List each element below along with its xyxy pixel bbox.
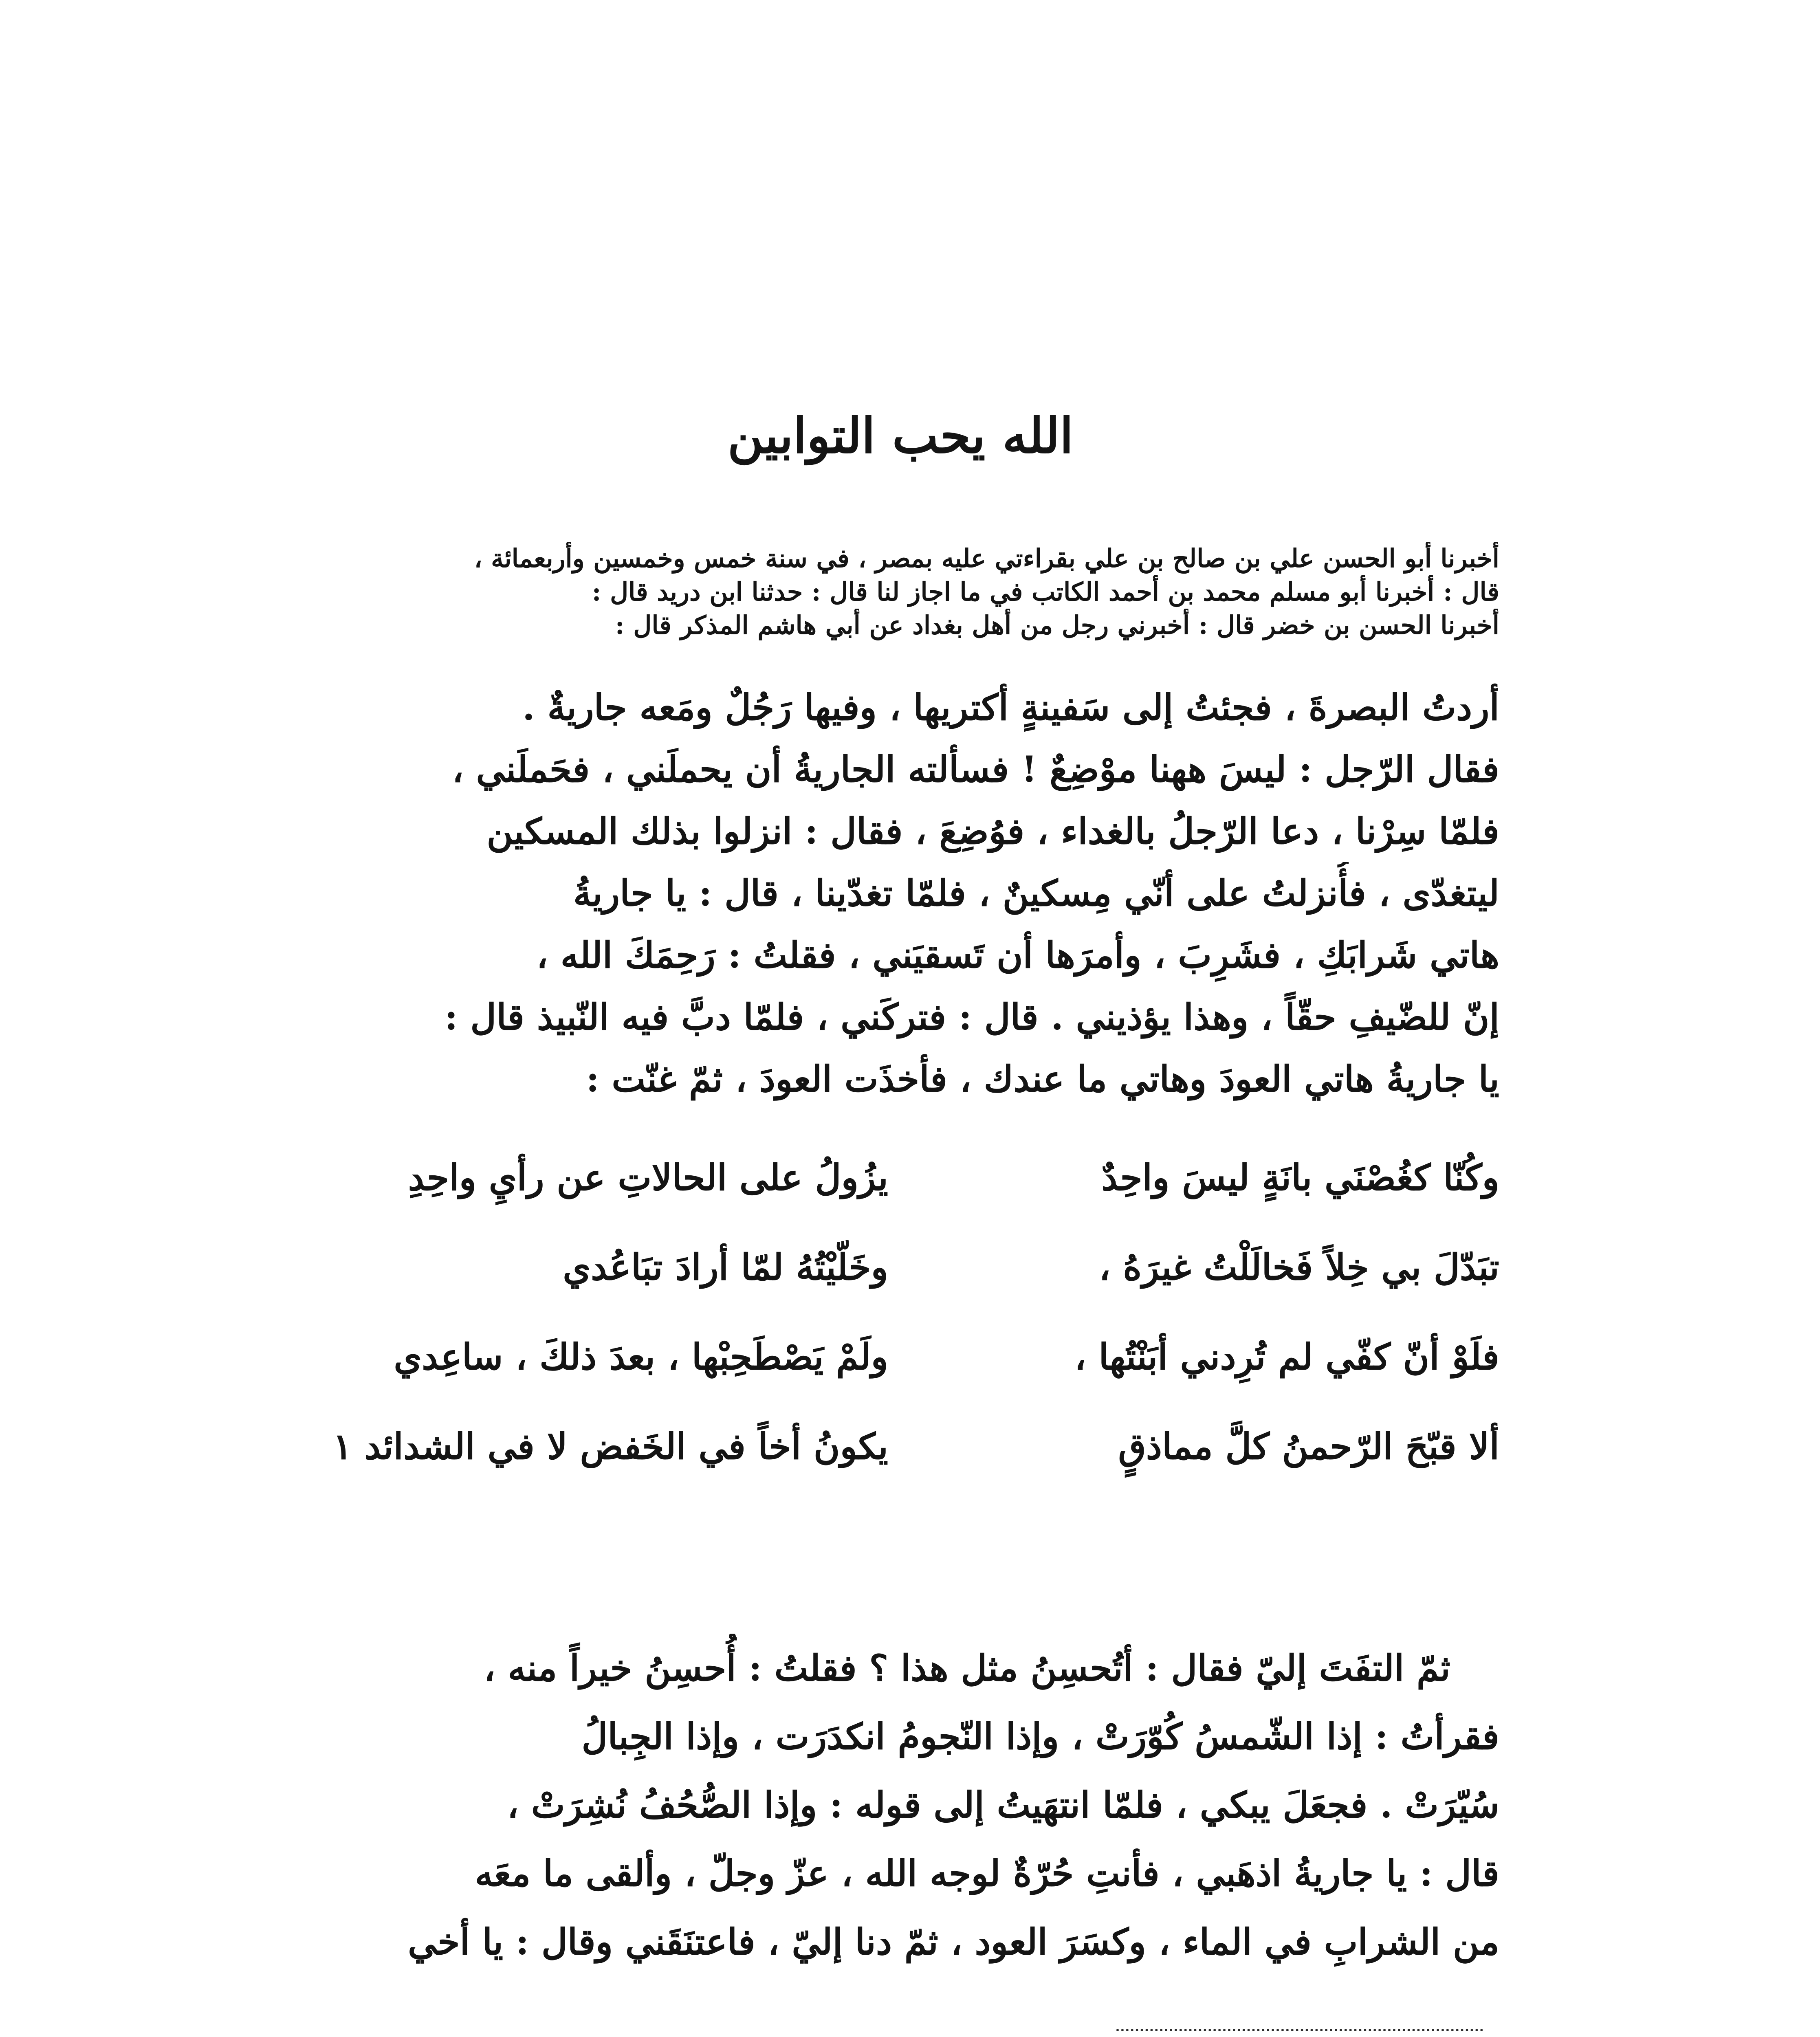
poem-verse bbox=[301, 1222, 1499, 1312]
text-line: أردتُ البصرةَ ، فجئتُ إلى سَفينةٍ أكتريها ، وفيها رَجُلٌ ومَعه جاريةٌ . bbox=[522, 686, 1499, 728]
text-line: يا جاريةُ هاتي العودَ وهاتي ما عندك ، فأخذَت العودَ ، ثمّ غنّت : bbox=[586, 1058, 1499, 1100]
narrative-paragraph-2 bbox=[301, 1634, 1499, 1976]
verse-first-hemistich: ألا قبّحَ الرّحمنُ كلَّ مماذقٍ bbox=[1118, 1425, 1499, 1467]
verse-second-hemistich: يكونُ أخاً في الخَفض لا في الشدائد ١ bbox=[332, 1425, 888, 1467]
text-line: فلمّا سِرْنا ، دعا الرّجلُ بالغداء ، فوُضِعَ ، فقال : انزلوا بذلك المسكين bbox=[486, 810, 1499, 852]
text-line: فقرأتُ : إذا الشّمسُ كُوّرَتْ ، وإذا النّجومُ انكدَرَت ، وإذا الجِبالُ bbox=[581, 1715, 1499, 1758]
poem-block bbox=[301, 1133, 1499, 1491]
narrative-paragraph-1 bbox=[301, 676, 1499, 1110]
text-line: من الشرابِ في الماء ، وكسَرَ العود ، ثمّ دنا إليّ ، فاعتنَقَني وقال : يا أخي bbox=[407, 1920, 1499, 1963]
verse-second-hemistich: يزُولُ على الحالاتِ عن رأيِ واحِدِ bbox=[408, 1156, 888, 1199]
isnad-line: قال : أخبرنا أبو مسلم محمد بن أحمد الكاتب في ما اجاز لنا قال : حدثنا ابن دريد قال : bbox=[592, 577, 1499, 607]
text-line: فقال الرّجل : ليسَ ههنا موْضِعٌ ! فسألته الجاريةُ أن يحملَني ، فحَملَني ، bbox=[452, 748, 1499, 790]
text-line: هاتي شَرابَكِ ، فشَرِبَ ، وأمرَها أن تَسقيَني ، فقلتُ : رَحِمَكَ الله ، bbox=[536, 934, 1499, 976]
verse-first-hemistich: فلَوْ أنّ كفّي لم تُرِدني أبَنْتُها ، bbox=[1074, 1335, 1499, 1378]
verse-second-hemistich: ولَمْ يَصْطَحِبْها ، بعدَ ذلكَ ، ساعِدي bbox=[394, 1335, 888, 1378]
verse-second-hemistich: وخَلّيْتُهُ لمّا أرادَ تبَاعُدي bbox=[563, 1246, 888, 1288]
text-line: قال : يا جاريةُ اذهَبي ، فأنتِ حُرّةٌ لوجه الله ، عزّ وجلّ ، وألقى ما معَه bbox=[475, 1852, 1499, 1894]
verse-first-hemistich: تبَدّلَ بي خِلاً فَخالَلْتُ غيرَهُ ، bbox=[1099, 1246, 1499, 1288]
text-line: إنّ للضّيفِ حقّاً ، وهذا يؤذيني . قال : فتركَني ، فلمّا دبَّ فيه النّبيذ قال : bbox=[445, 996, 1499, 1038]
verse-first-hemistich: وكُنّا كغُصْنَي بانَةٍ ليسَ واحِدٌ bbox=[1101, 1156, 1499, 1199]
isnad-block bbox=[301, 542, 1499, 642]
footnote-separator bbox=[1116, 2029, 1483, 2031]
text-line: ثمّ التفَتَ إليّ فقال : أتُحسِنُ مثل هذا ؟ فقلتُ : أُحسِنُ خيراً منه ، bbox=[484, 1647, 1450, 1689]
isnad-line: أخبرنا الحسن بن خضر قال : أخبرني رجل من أهل بغداد عن أبي هاشم المذكر قال : bbox=[615, 610, 1499, 640]
chapter-title: الله يحب التوابين bbox=[727, 407, 1074, 464]
poem-verse bbox=[301, 1133, 1499, 1222]
poem-verse bbox=[301, 1312, 1499, 1401]
text-line: ليتغدّى ، فأُنزلتُ على أنّي مِسكينٌ ، فلمّا تغدّينا ، قال : يا جاريةُ bbox=[573, 872, 1499, 914]
poem-verse bbox=[301, 1401, 1499, 1491]
isnad-line: أخبرنا أبو الحسن علي بن صالح بن علي بقراءتي عليه بمصر ، في سنة خمس وخمسين وأربعمائة ، bbox=[474, 543, 1499, 573]
text-line: سُيّرَتْ . فجعَلَ يبكي ، فلمّا انتهَيتُ إلى قوله : وإذا الصُّحُفُ نُشِرَتْ ، bbox=[507, 1784, 1499, 1826]
